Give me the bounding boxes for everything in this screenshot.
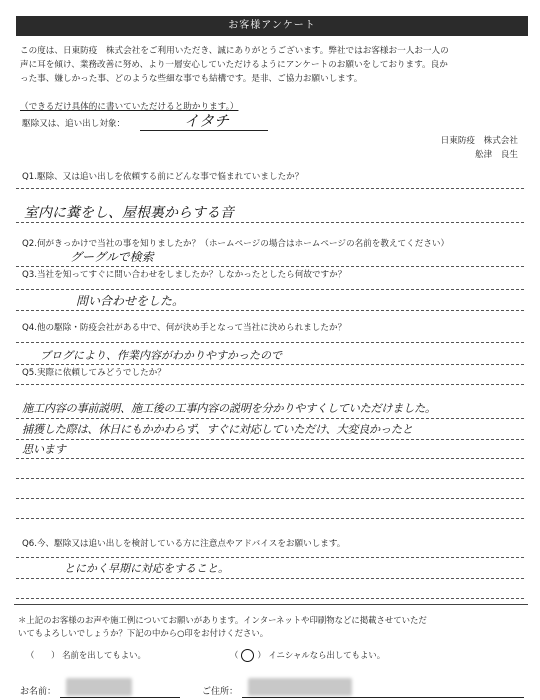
answer-1[interactable]: 室内に糞をし、屋根裏からする音 (24, 205, 234, 221)
answer-line (16, 598, 524, 599)
intro-note: （できるだけ具体的に書いていただけると助かります。） (20, 102, 239, 112)
intro-line: った事、嫌しかった事、どのような些細な事でも結構です。是非、ご協力お願いします。 (20, 74, 363, 84)
answer-line (16, 266, 524, 267)
intro-text (20, 44, 530, 86)
option-2-paren-open: （ (230, 650, 239, 660)
permission-line: いてもよろしいでしょうか？下記の中から○印をお付けください。 (18, 628, 269, 638)
answer-line (16, 289, 524, 290)
option-1-label: 名前を出してもよい。 (62, 650, 146, 660)
answer-line (16, 498, 524, 499)
answer-line (16, 310, 524, 311)
answer-line (16, 458, 524, 459)
answer-5-line-2[interactable]: 捕獲した際は、休日にもかかわらず、すぐに対応していただけ、大変良かったと (22, 423, 413, 436)
answer-line (16, 518, 524, 519)
answer-line (16, 222, 524, 223)
answer-line (16, 342, 524, 343)
answer-5-line-3[interactable]: 思います (22, 443, 66, 456)
question-4: Q4.他の駆除・防疫会社がある中で、何が決め手となって当社に決められましたか？ (22, 323, 347, 333)
address-underline (242, 697, 524, 698)
answer-line (16, 578, 524, 579)
company-name: 日東防疫 株式会社 (440, 136, 518, 146)
option-2-label: イニシャルなら出してもよい。 (268, 650, 386, 660)
target-label: 駆除又は、追い出し対象： (22, 119, 126, 129)
answer-line (16, 384, 524, 385)
answer-6[interactable]: とにかく早期に対応をすること。 (64, 562, 229, 575)
permission-line: ＊上記のお客様のお声や施工例についてお願いがあります。インターネットや印刷物などに掲載させていただ (18, 615, 427, 625)
name-underline (60, 697, 180, 698)
question-2: Q2.何がきっかけで当社の事を知りましたか？（ホームページの場合はホームページの名前を教えてください） (22, 239, 450, 249)
answer-5-line-1[interactable]: 施工内容の事前説明、施工後の工事内容の説明を分かりやすくしていただけました。 (22, 402, 436, 415)
answer-line (16, 557, 524, 558)
permission-text (18, 614, 523, 640)
question-3: Q3.当社を知ってすぐに問い合わせをしましたか？しなかったとしたら何故ですか？ (22, 270, 347, 280)
name-label: お名前： (20, 687, 57, 697)
redacted-address (248, 678, 352, 696)
answer-line (16, 478, 524, 479)
question-5: Q5.実際に依頼してみどうでしたか？ (22, 368, 166, 378)
selected-circle-mark (241, 649, 254, 662)
intro-line: 声に耳を傾け、業務改善に努め、より一層安心していただけるようにアンケートのお願いをしております。良か (20, 60, 448, 70)
option-name-ok[interactable] (26, 649, 146, 661)
target-value[interactable]: イタチ (184, 112, 230, 130)
redacted-name (66, 678, 132, 696)
company-person: 舩津 良生 (475, 150, 518, 160)
answer-4[interactable]: ブログにより、作業内容がわかりやすかったので (40, 349, 282, 362)
intro-line: この度は、日東防疫 株式会社をご利用いただき、誠にありがとうございます。弊社ではお客様お一人お一人の (20, 46, 449, 56)
answer-line (16, 188, 524, 189)
answer-2[interactable]: グーグルで検索 (70, 250, 154, 264)
survey-title: お客様アンケート (16, 16, 528, 36)
answer-3[interactable]: 問い合わせをした。 (76, 294, 185, 308)
company-block (441, 134, 518, 162)
answer-line (16, 418, 524, 419)
answer-line (16, 439, 524, 440)
answer-line (16, 364, 524, 365)
option-1-paren: （ ） (26, 650, 60, 660)
option-initial-ok[interactable] (230, 649, 385, 662)
address-label: ご住所： (202, 687, 239, 697)
question-6: Q6.今、駆除又は追い出しを検討している方に注意点やアドバイスをお願いします。 (22, 539, 346, 549)
question-1: Q1.駆除、又は追い出しを依頼する前にどんな事で悩まれていましたか？ (22, 172, 304, 182)
option-2-paren-close: ） (257, 650, 266, 660)
